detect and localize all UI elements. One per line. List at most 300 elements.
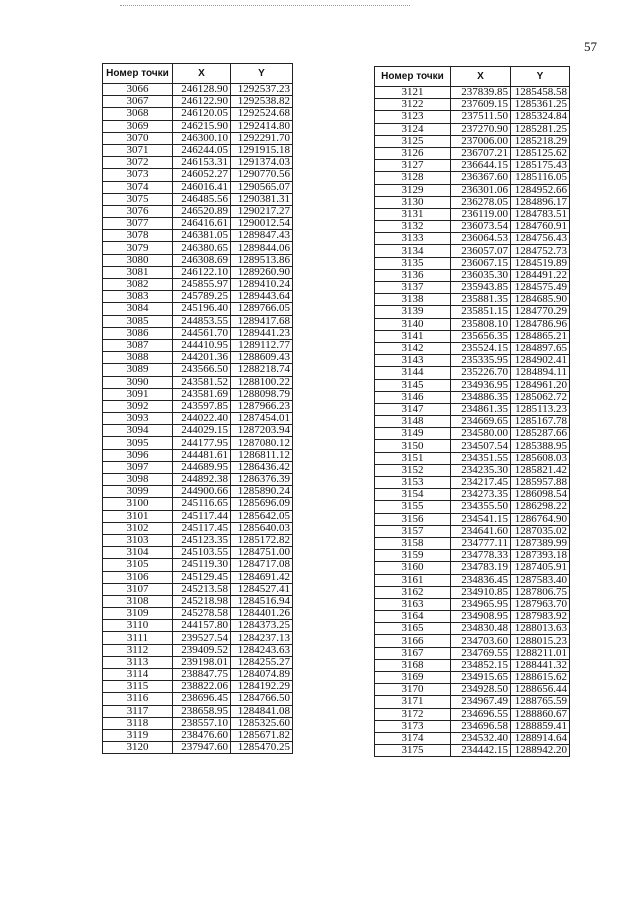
cell-y: 1284401.26 (231, 608, 293, 620)
cell-y: 1287983.92 (511, 611, 570, 623)
cell-x: 239409.52 (173, 644, 231, 656)
cell-y: 1285696.09 (231, 498, 293, 510)
cell-point-number: 3090 (103, 376, 173, 388)
cell-point-number: 3123 (375, 111, 451, 123)
cell-y: 1289443.64 (231, 291, 293, 303)
cell-x: 245218.98 (173, 595, 231, 607)
cell-point-number: 3154 (375, 489, 451, 501)
cell-point-number: 3085 (103, 315, 173, 327)
table-row (375, 221, 570, 233)
cell-x: 234769.55 (451, 647, 511, 659)
cell-x: 246215.90 (173, 120, 231, 132)
table-row (103, 327, 293, 339)
cell-x: 235943.85 (451, 282, 511, 294)
cell-x: 234696.58 (451, 720, 511, 732)
cell-point-number: 3080 (103, 254, 173, 266)
cell-point-number: 3075 (103, 193, 173, 205)
table-row (103, 132, 293, 144)
cell-y: 1288100.22 (231, 376, 293, 388)
cell-x: 234861.35 (451, 403, 511, 415)
cell-x: 244201.36 (173, 352, 231, 364)
cell-point-number: 3101 (103, 510, 173, 522)
table-row (375, 99, 570, 111)
table-row (375, 477, 570, 489)
table-row (375, 684, 570, 696)
cell-point-number: 3155 (375, 501, 451, 513)
table-row (103, 522, 293, 534)
cell-point-number: 3087 (103, 339, 173, 351)
cell-point-number: 3133 (375, 233, 451, 245)
cell-x: 244900.66 (173, 486, 231, 498)
cell-x: 246381.05 (173, 230, 231, 242)
table-row (375, 489, 570, 501)
column-header-x: X (451, 67, 511, 87)
cell-y: 1288765.59 (511, 696, 570, 708)
table-row (103, 96, 293, 108)
table-row (375, 342, 570, 354)
cell-x: 234936.95 (451, 379, 511, 391)
cell-point-number: 3151 (375, 452, 451, 464)
table-header-row (375, 67, 570, 87)
cell-x: 234442.15 (451, 745, 511, 757)
table-row (103, 193, 293, 205)
table-row (103, 84, 293, 96)
cell-y: 1289766.05 (231, 303, 293, 315)
cell-point-number: 3117 (103, 705, 173, 717)
cell-y: 1285325.60 (231, 717, 293, 729)
table-row (375, 428, 570, 440)
table-row (375, 257, 570, 269)
cell-x: 243581.52 (173, 376, 231, 388)
cell-point-number: 3083 (103, 291, 173, 303)
table-row (103, 144, 293, 156)
cell-x: 234777.11 (451, 537, 511, 549)
cell-y: 1287454.01 (231, 413, 293, 425)
cell-x: 246153.31 (173, 157, 231, 169)
cell-point-number: 3092 (103, 400, 173, 412)
cell-x: 237270.90 (451, 123, 511, 135)
table-row (375, 111, 570, 123)
cell-point-number: 3160 (375, 562, 451, 574)
cell-point-number: 3142 (375, 342, 451, 354)
cell-x: 244022.40 (173, 413, 231, 425)
table-row (103, 559, 293, 571)
cell-point-number: 3141 (375, 330, 451, 342)
cell-y: 1284783.51 (511, 208, 570, 220)
table-row (103, 620, 293, 632)
cell-point-number: 3146 (375, 391, 451, 403)
table-row (375, 282, 570, 294)
cell-point-number: 3168 (375, 659, 451, 671)
cell-y: 1287963.70 (511, 598, 570, 610)
table-row (103, 279, 293, 291)
table-row (375, 659, 570, 671)
cell-y: 1284685.90 (511, 294, 570, 306)
table-row (375, 696, 570, 708)
cell-y: 1292537.23 (231, 84, 293, 96)
table-row (103, 400, 293, 412)
cell-point-number: 3136 (375, 269, 451, 281)
cell-y: 1286436.42 (231, 461, 293, 473)
table-row (375, 598, 570, 610)
cell-point-number: 3068 (103, 108, 173, 120)
cell-y: 1284255.27 (231, 656, 293, 668)
cell-point-number: 3171 (375, 696, 451, 708)
table-row (375, 623, 570, 635)
table-row (103, 364, 293, 376)
cell-point-number: 3119 (103, 729, 173, 741)
cell-point-number: 3132 (375, 221, 451, 233)
cell-point-number: 3174 (375, 732, 451, 744)
cell-x: 237947.60 (173, 742, 231, 754)
cell-x: 235656.35 (451, 330, 511, 342)
cell-y: 1287203.94 (231, 425, 293, 437)
cell-x: 238476.60 (173, 729, 231, 741)
cell-point-number: 3166 (375, 635, 451, 647)
cell-y: 1287806.75 (511, 586, 570, 598)
cell-y: 1289844.06 (231, 242, 293, 254)
cell-x: 234886.35 (451, 391, 511, 403)
table-row (103, 534, 293, 546)
column-header-y: Y (231, 64, 293, 84)
cell-y: 1287966.23 (231, 400, 293, 412)
table-row (103, 230, 293, 242)
table-row (375, 550, 570, 562)
cell-x: 234351.55 (451, 452, 511, 464)
cell-y: 1288218.74 (231, 364, 293, 376)
cell-y: 1288441.32 (511, 659, 570, 671)
cell-y: 1290012.54 (231, 218, 293, 230)
cell-x: 234696.55 (451, 708, 511, 720)
table-header-row (103, 64, 293, 84)
cell-y: 1289441.23 (231, 327, 293, 339)
table-row (375, 647, 570, 659)
cell-y: 1286376.39 (231, 474, 293, 486)
cell-x: 234830.48 (451, 623, 511, 635)
table-row (103, 486, 293, 498)
cell-y: 1292538.82 (231, 96, 293, 108)
cell-x: 245196.40 (173, 303, 231, 315)
cell-y: 1284752.73 (511, 245, 570, 257)
cell-x: 243581.69 (173, 388, 231, 400)
table-row (375, 184, 570, 196)
cell-point-number: 3074 (103, 181, 173, 193)
cell-point-number: 3153 (375, 477, 451, 489)
cell-x: 244892.38 (173, 474, 231, 486)
cell-point-number: 3078 (103, 230, 173, 242)
cell-point-number: 3128 (375, 172, 451, 184)
cell-x: 234532.40 (451, 732, 511, 744)
table-row (375, 720, 570, 732)
cell-x: 245123.35 (173, 534, 231, 546)
table-row (375, 135, 570, 147)
cell-point-number: 3135 (375, 257, 451, 269)
cell-point-number: 3103 (103, 534, 173, 546)
cell-y: 1284527.41 (231, 583, 293, 595)
cell-x: 236067.15 (451, 257, 511, 269)
table-row (103, 254, 293, 266)
table-row (103, 181, 293, 193)
cell-point-number: 3084 (103, 303, 173, 315)
cell-x: 238847.75 (173, 669, 231, 681)
cell-x: 235851.15 (451, 306, 511, 318)
cell-y: 1284897.65 (511, 342, 570, 354)
cell-point-number: 3095 (103, 437, 173, 449)
table-row (375, 611, 570, 623)
table-row (375, 586, 570, 598)
table-row (375, 367, 570, 379)
cell-y: 1287080.12 (231, 437, 293, 449)
cell-y: 1284841.08 (231, 705, 293, 717)
cell-y: 1285458.58 (511, 87, 570, 99)
cell-point-number: 3076 (103, 205, 173, 217)
cell-x: 238696.45 (173, 693, 231, 705)
cell-x: 244410.95 (173, 339, 231, 351)
table-row (375, 87, 570, 99)
cell-point-number: 3093 (103, 413, 173, 425)
cell-x: 245789.25 (173, 291, 231, 303)
cell-point-number: 3129 (375, 184, 451, 196)
cell-y: 1284952.66 (511, 184, 570, 196)
table-row (103, 376, 293, 388)
table-row (103, 461, 293, 473)
cell-point-number: 3115 (103, 681, 173, 693)
cell-x: 234541.15 (451, 513, 511, 525)
table-row (103, 656, 293, 668)
table-row (375, 416, 570, 428)
cell-point-number: 3150 (375, 440, 451, 452)
table-row (375, 562, 570, 574)
cell-y: 1292414.80 (231, 120, 293, 132)
cell-point-number: 3175 (375, 745, 451, 757)
cell-x: 246128.90 (173, 84, 231, 96)
table-row (103, 608, 293, 620)
cell-x: 236367.60 (451, 172, 511, 184)
table-row (103, 742, 293, 754)
cell-x: 234836.45 (451, 574, 511, 586)
cell-x: 234965.95 (451, 598, 511, 610)
cell-y: 1289260.90 (231, 266, 293, 278)
cell-x: 234641.60 (451, 525, 511, 537)
cell-y: 1289513.86 (231, 254, 293, 266)
cell-x: 234852.15 (451, 659, 511, 671)
cell-y: 1292291.70 (231, 132, 293, 144)
cell-y: 1288914.64 (511, 732, 570, 744)
cell-point-number: 3120 (103, 742, 173, 754)
cell-y: 1285167.78 (511, 416, 570, 428)
cell-y: 1291915.18 (231, 144, 293, 156)
table-row (103, 303, 293, 315)
table-row (103, 644, 293, 656)
table-row (375, 306, 570, 318)
table-row (375, 525, 570, 537)
table-row (103, 157, 293, 169)
table-row (375, 379, 570, 391)
cell-point-number: 3143 (375, 355, 451, 367)
table-row (103, 339, 293, 351)
table-row (375, 708, 570, 720)
table-row (375, 452, 570, 464)
cell-point-number: 3104 (103, 547, 173, 559)
table-row (103, 120, 293, 132)
cell-x: 245278.58 (173, 608, 231, 620)
cell-point-number: 3112 (103, 644, 173, 656)
cell-x: 244481.61 (173, 449, 231, 461)
cell-y: 1288098.79 (231, 388, 293, 400)
cell-x: 246120.05 (173, 108, 231, 120)
table-row (103, 388, 293, 400)
table-row (103, 205, 293, 217)
cell-point-number: 3125 (375, 135, 451, 147)
table-row (375, 672, 570, 684)
cell-x: 245117.45 (173, 522, 231, 534)
table-row (375, 172, 570, 184)
table-row (375, 732, 570, 744)
cell-point-number: 3107 (103, 583, 173, 595)
table-row (103, 717, 293, 729)
cell-point-number: 3110 (103, 620, 173, 632)
cell-y: 1284491.22 (511, 269, 570, 281)
cell-x: 246016.41 (173, 181, 231, 193)
cell-point-number: 3099 (103, 486, 173, 498)
cell-y: 1288015.23 (511, 635, 570, 647)
cell-x: 246308.69 (173, 254, 231, 266)
table-row (103, 474, 293, 486)
table-row (375, 245, 570, 257)
cell-x: 238557.10 (173, 717, 231, 729)
cell-point-number: 3144 (375, 367, 451, 379)
cell-point-number: 3140 (375, 318, 451, 330)
cell-x: 244689.95 (173, 461, 231, 473)
cell-x: 246380.65 (173, 242, 231, 254)
table-row (103, 425, 293, 437)
cell-y: 1287405.91 (511, 562, 570, 574)
cell-y: 1284243.63 (231, 644, 293, 656)
cell-x: 236301.06 (451, 184, 511, 196)
cell-y: 1286098.54 (511, 489, 570, 501)
cell-x: 236644.15 (451, 160, 511, 172)
cell-y: 1284192.29 (231, 681, 293, 693)
table-row (375, 160, 570, 172)
cell-point-number: 3157 (375, 525, 451, 537)
table-row (103, 437, 293, 449)
cell-y: 1285125.62 (511, 147, 570, 159)
coordinates-table-right (374, 66, 570, 757)
cell-point-number: 3116 (103, 693, 173, 705)
cell-y: 1284519.89 (511, 257, 570, 269)
cell-y: 1285218.29 (511, 135, 570, 147)
cell-x: 244561.70 (173, 327, 231, 339)
cell-x: 246122.90 (173, 96, 231, 108)
cell-x: 235524.15 (451, 342, 511, 354)
cell-y: 1284865.21 (511, 330, 570, 342)
cell-x: 234910.85 (451, 586, 511, 598)
cell-y: 1284373.25 (231, 620, 293, 632)
table-row (103, 669, 293, 681)
table-row (103, 108, 293, 120)
cell-y: 1284894.11 (511, 367, 570, 379)
cell-y: 1284575.49 (511, 282, 570, 294)
table-row (103, 547, 293, 559)
cell-y: 1286298.22 (511, 501, 570, 513)
cell-point-number: 3149 (375, 428, 451, 440)
cell-point-number: 3163 (375, 598, 451, 610)
cell-y: 1285287.66 (511, 428, 570, 440)
cell-y: 1288211.01 (511, 647, 570, 659)
cell-y: 1284902.41 (511, 355, 570, 367)
cell-y: 1289410.24 (231, 279, 293, 291)
table-row (103, 266, 293, 278)
coordinates-table-left (102, 63, 293, 754)
cell-y: 1284786.96 (511, 318, 570, 330)
cell-x: 239198.01 (173, 656, 231, 668)
cell-y: 1288656.44 (511, 684, 570, 696)
cell-y: 1285116.05 (511, 172, 570, 184)
cell-y: 1285642.05 (231, 510, 293, 522)
cell-point-number: 3121 (375, 87, 451, 99)
cell-point-number: 3094 (103, 425, 173, 437)
cell-y: 1287389.99 (511, 537, 570, 549)
cell-x: 238658.95 (173, 705, 231, 717)
table-row (375, 269, 570, 281)
cell-x: 244177.95 (173, 437, 231, 449)
cell-x: 243566.50 (173, 364, 231, 376)
cell-x: 234355.50 (451, 501, 511, 513)
cell-point-number: 3096 (103, 449, 173, 461)
table-row (375, 574, 570, 586)
table-row (103, 218, 293, 230)
cell-point-number: 3114 (103, 669, 173, 681)
table-row (375, 233, 570, 245)
cell-x: 238822.06 (173, 681, 231, 693)
cell-x: 234915.65 (451, 672, 511, 684)
cell-y: 1292524.68 (231, 108, 293, 120)
cell-point-number: 3130 (375, 196, 451, 208)
cell-point-number: 3071 (103, 144, 173, 156)
cell-point-number: 3159 (375, 550, 451, 562)
cell-y: 1284751.00 (231, 547, 293, 559)
table-row (375, 403, 570, 415)
table-row (103, 449, 293, 461)
cell-point-number: 3073 (103, 169, 173, 181)
cell-point-number: 3070 (103, 132, 173, 144)
cell-x: 236278.05 (451, 196, 511, 208)
cell-y: 1288942.20 (511, 745, 570, 757)
cell-x: 234217.45 (451, 477, 511, 489)
cell-point-number: 3124 (375, 123, 451, 135)
cell-point-number: 3108 (103, 595, 173, 607)
table-row (103, 693, 293, 705)
cell-y: 1284766.50 (231, 693, 293, 705)
cell-x: 236035.30 (451, 269, 511, 281)
cell-point-number: 3088 (103, 352, 173, 364)
cell-x: 237839.85 (451, 87, 511, 99)
table-row (375, 123, 570, 135)
cell-y: 1285671.82 (231, 729, 293, 741)
cell-point-number: 3100 (103, 498, 173, 510)
cell-point-number: 3145 (375, 379, 451, 391)
cell-x: 246520.89 (173, 205, 231, 217)
cell-x: 234703.60 (451, 635, 511, 647)
cell-point-number: 3105 (103, 559, 173, 571)
column-header-y: Y (511, 67, 570, 87)
table-row (375, 391, 570, 403)
cell-x: 234908.95 (451, 611, 511, 623)
cell-x: 246122.10 (173, 266, 231, 278)
cell-y: 1290565.07 (231, 181, 293, 193)
cell-x: 236057.07 (451, 245, 511, 257)
table-row (103, 705, 293, 717)
